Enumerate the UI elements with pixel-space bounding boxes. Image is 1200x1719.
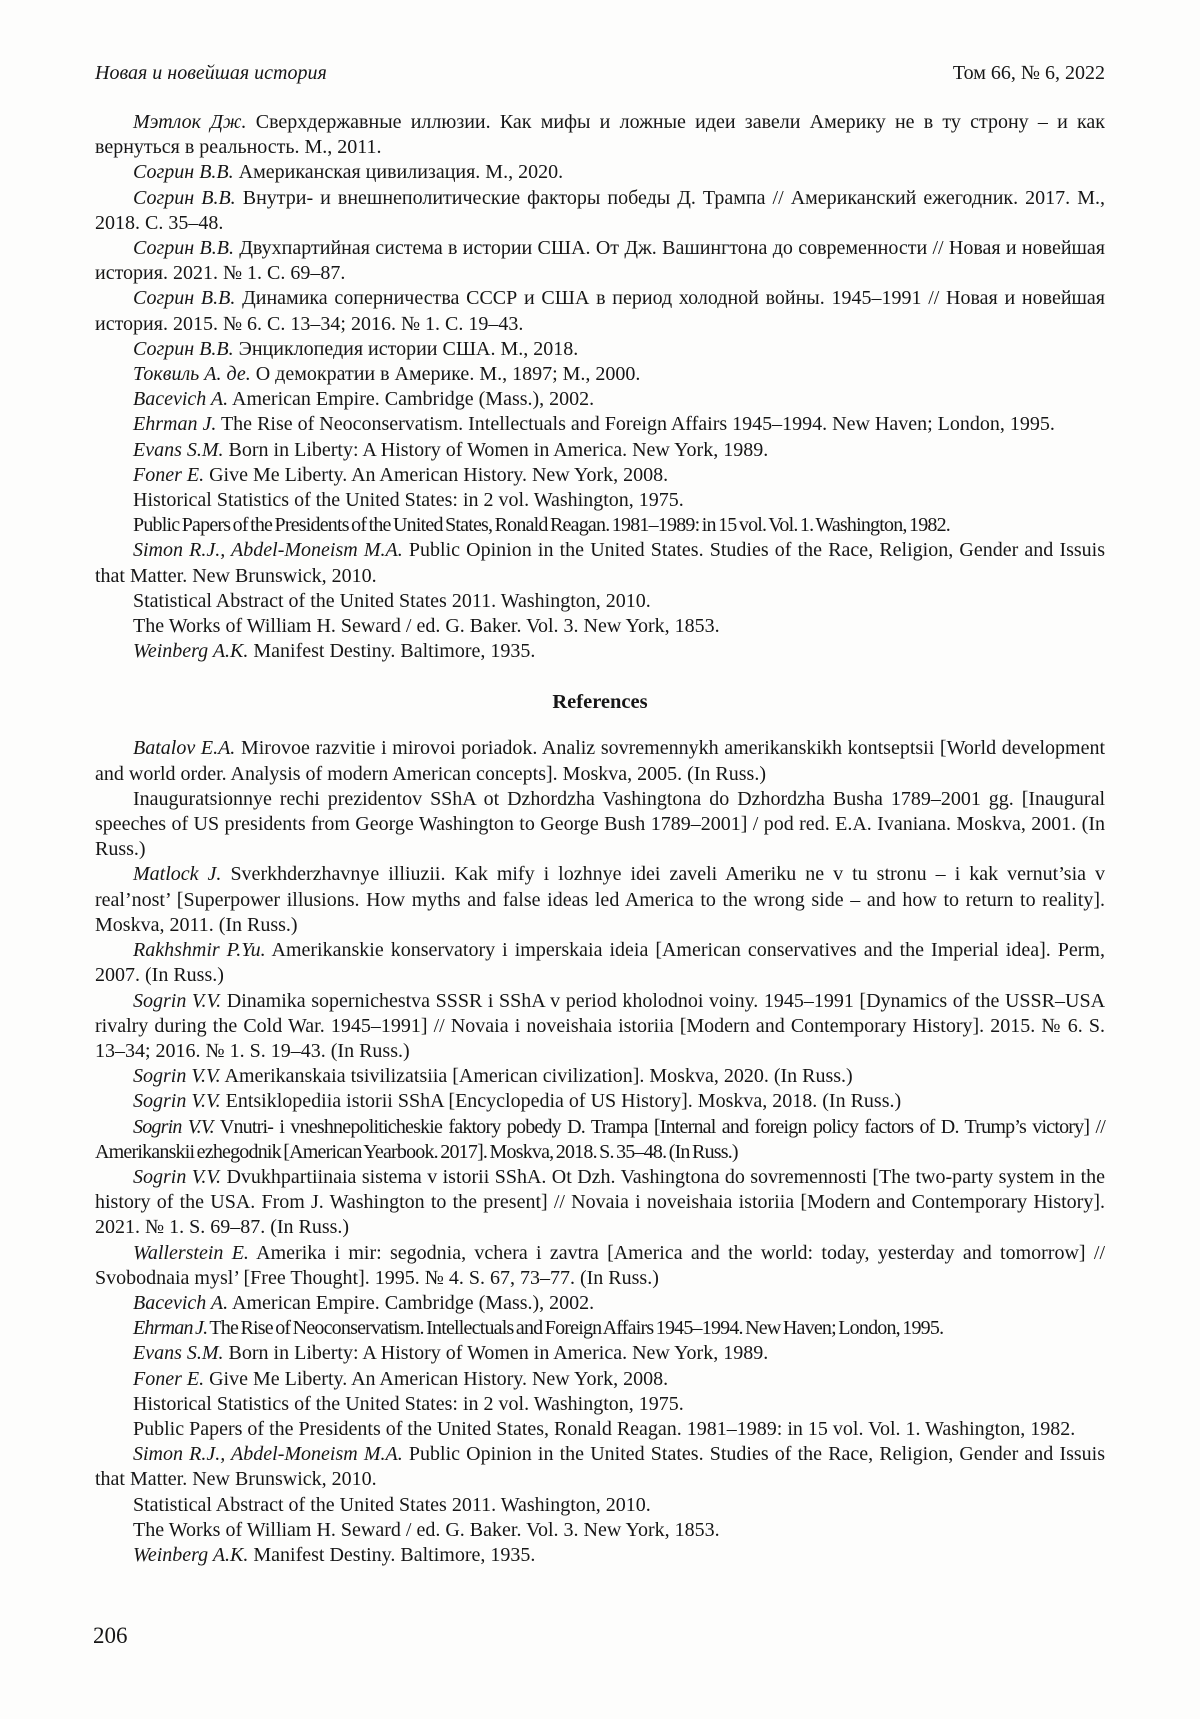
entry-text: Sverkhderzhavnye illiuzii. Kak mify i lozhnye idei zaveli Ameriku ne v tu stronu – i kak vernut’sia v real’nost’ [Superpower illusions. How myths and false ideas led America to the wrong side – and how to return to reality]. Moskva, 2011. (In Russ.) — [95, 863, 1106, 936]
entry-author: Согрин В.В. — [133, 287, 236, 310]
reference-entry — [95, 1064, 1105, 1089]
entry-text: Give Me Liberty. An American History. New York, 2008. — [209, 1367, 669, 1390]
entry-text: Statistical Abstract of the United States 2011. Washington, 2010. — [133, 589, 651, 612]
reference-entry — [95, 1493, 1105, 1518]
reference-entry — [95, 1518, 1105, 1543]
entry-text: Amerikanskie konservatory i imperskaia ideia [American conservatives and the Imperial idea]. Perm, 2007. (In Russ.) — [95, 939, 1105, 987]
reference-entry — [95, 1241, 1105, 1291]
entry-text: Inauguratsionnye rechi prezidentov SShA ot Dzhordzha Vashingtona do Dzhordzha Busha 1789–2001 gg. [Inaugural speeches of US presidents from George Washington to George Bush 1789–2001] / pod red. E.A. Ivaniana. Moskva, 2001. (In Russ.) — [95, 787, 1105, 861]
entry-text: Двухпартийная система в истории США. От Дж. Вашингтона до современности // Новая и новейшая история. 2021. № 1. С. 69–87. — [95, 237, 1106, 285]
entry-author: Sogrin V.V. — [133, 989, 222, 1012]
entry-author: Согрин В.В. — [133, 161, 234, 184]
running-head — [95, 60, 1105, 86]
reference-entry — [95, 1543, 1105, 1568]
entry-author: Bacevich A. — [133, 1291, 229, 1314]
bibliography-entry — [95, 538, 1105, 588]
bibliography-entry — [95, 463, 1105, 488]
entry-text: Entsiklopediia istorii SShA [Encyclopedia of US History]. Moskva, 2018. (In Russ.) — [225, 1090, 902, 1113]
entry-author: Foner E. — [133, 463, 205, 486]
bibliography-entry — [95, 412, 1105, 437]
references-heading: References — [552, 691, 648, 714]
bibliography-entry — [95, 286, 1105, 336]
entry-text: Public Papers of the Presidents of the United States, Ronald Reagan. 1981–1989: in 15 vol. Vol. 1. Washington, 1982. — [133, 514, 951, 537]
references-section — [95, 736, 1105, 1568]
bibliography-entry — [95, 438, 1105, 463]
entry-text: Американская цивилизация. М., 2020. — [238, 161, 564, 184]
entry-author: Weinberg A.K. — [133, 1543, 249, 1566]
reference-entry — [95, 787, 1105, 863]
reference-entry — [95, 1417, 1105, 1442]
entry-text: The Rise of Neoconservatism. Intellectuals and Foreign Affairs 1945–1994. New Haven; London, 1995. — [209, 1317, 944, 1340]
entry-author: Wallerstein E. — [133, 1241, 249, 1264]
entry-author: Ehrman J. — [133, 413, 217, 436]
entry-author: Simon R.J., Abdel-Moneism M.A. — [133, 1443, 403, 1466]
entry-text: Amerikanskaia tsivilizatsiia [American civilization]. Moskva, 2020. (In Russ.) — [224, 1065, 853, 1088]
reference-entry — [95, 1367, 1105, 1392]
entry-author: Согрин В.В. — [133, 237, 234, 260]
entry-author: Matlock J. — [133, 863, 222, 886]
entry-text: Dinamika sopernichestva SSSR i SShA v period kholodnoi voiny. 1945–1991 [Dynamics of the USSR–USA rivalry during the Cold War. 1945–1991] // Novaia i noveishaia istoriia [Modern and Contemporary History]. 2015. № 6. S. 13–34; 2016. № 1. S. 19–43. (In Russ.) — [95, 989, 1106, 1062]
entry-author: Evans S.M. — [133, 438, 224, 461]
bibliography-entry — [95, 387, 1105, 412]
bibliography-entry — [95, 513, 1105, 538]
entry-text: The Works of William H. Seward / ed. G. Baker. Vol. 3. New York, 1853. — [133, 615, 720, 638]
bibliography-entry — [95, 186, 1105, 236]
reference-entry — [95, 989, 1105, 1065]
entry-text: Give Me Liberty. An American History. New York, 2008. — [209, 463, 669, 486]
reference-entry — [95, 938, 1105, 988]
entry-text: Statistical Abstract of the United States 2011. Washington, 2010. — [133, 1493, 651, 1516]
entry-text: Энциклопедия истории США. М., 2018. — [238, 337, 579, 360]
entry-author: Batalov E.A. — [133, 737, 236, 760]
entry-author: Sogrin V.V. — [133, 1165, 222, 1188]
reference-entry — [95, 1316, 1105, 1341]
bibliography-entry — [95, 337, 1105, 362]
bibliography-entry — [95, 362, 1105, 387]
reference-entry — [95, 1089, 1105, 1114]
entry-text: Born in Liberty: A History of Women in America. New York, 1989. — [228, 438, 769, 461]
entry-text: Historical Statistics of the United States: in 2 vol. Washington, 1975. — [133, 1392, 684, 1415]
entry-text: The Works of William H. Seward / ed. G. Baker. Vol. 3. New York, 1853. — [133, 1518, 720, 1541]
reference-entry — [95, 1341, 1105, 1366]
entry-text: American Empire. Cambridge (Mass.), 2002. — [232, 388, 595, 411]
bibliography-entry — [95, 488, 1105, 513]
reference-entry — [95, 1442, 1105, 1492]
entry-author: Bacevich A. — [133, 388, 229, 411]
entry-author: Simon R.J., Abdel-Moneism M.A. — [133, 539, 403, 562]
entry-text: Внутри- и внешнеполитические факторы победы Д. Трампа // Американский ежегодник. 2017. М., 2018. С. 35–48. — [95, 186, 1106, 234]
entry-author: Sogrin V.V. — [133, 1090, 221, 1113]
entry-author: Мэтлок Дж. — [133, 111, 247, 133]
entry-author: Sogrin V.V. — [133, 1065, 221, 1088]
entry-author: Токвиль А. де. — [133, 363, 251, 386]
entry-author: Evans S.M. — [133, 1342, 224, 1365]
page-number: 206 — [93, 1623, 128, 1648]
entry-text: Historical Statistics of the United States: in 2 vol. Washington, 1975. — [133, 489, 684, 512]
bibliography-entry — [95, 110, 1105, 160]
entry-text: Сверхдержавные иллюзии. Как мифы и ложные идеи завели Америку не в ту строну – и как вернуться в реальность. М., 2011. — [95, 111, 1106, 159]
bibliography-entry — [95, 589, 1105, 614]
entry-text: Vnutri- i vneshnepoliticheskie faktory pobedy D. Trampa [Internal and foreign policy factors of D. Trump’s victory] // Amerikanskii ezhegodnik [American Yearbook. 2017]. Moskva, 2018. S. 35–48. (In Russ.) — [95, 1115, 1105, 1163]
reference-entry — [95, 736, 1105, 786]
entry-author: Rakhshmir P.Yu. — [133, 939, 266, 962]
entry-text: Manifest Destiny. Baltimore, 1935. — [253, 640, 536, 663]
entry-text: Public Opinion in the United States. Studies of the Race, Religion, Gender and Issuis that Matter. New Brunswick, 2010. — [95, 539, 1106, 587]
entry-text: Mirovoe razvitie i mirovoi poriadok. Analiz sovremennykh amerikanskikh kontseptsii [World development and world order. Analysis of modern American concepts]. Moskva, 2005. (In Russ.) — [95, 737, 1106, 785]
bibliography-entry — [95, 236, 1105, 286]
bibliography-entry — [95, 614, 1105, 639]
journal-title: Новая и новейшая история — [95, 62, 327, 84]
issue-info: Том 66, № 6, 2022 — [952, 62, 1105, 84]
page-footer — [93, 1622, 128, 1650]
entry-text: Public Papers of the Presidents of the United States, Ronald Reagan. 1981–1989: in 15 vol. Vol. 1. Washington, 1982. — [133, 1417, 1076, 1440]
entry-author: Согрин В.В. — [133, 337, 234, 360]
entry-text: О демократии в Америке. М., 1897; М., 2000. — [255, 363, 641, 386]
reference-entry — [95, 1115, 1105, 1165]
entry-author: Foner E. — [133, 1367, 205, 1390]
entry-author: Sogrin V.V. — [133, 1115, 214, 1138]
entry-author: Weinberg A.K. — [133, 640, 249, 663]
entry-text: Amerika i mir: segodnia, vchera i zavtra [America and the world: today, yesterday and tomorrow] // Svobodnaia mysl’ [Free Thought]. 1995. № 4. S. 67, 73–77. (In Russ.) — [95, 1241, 1105, 1289]
bibliography-section — [95, 110, 1105, 664]
reference-entry — [95, 862, 1105, 938]
entry-text: Born in Liberty: A History of Women in America. New York, 1989. — [228, 1342, 769, 1365]
bibliography-entry — [95, 639, 1105, 664]
reference-entry — [95, 1392, 1105, 1417]
entry-author: Согрин В.В. — [133, 186, 236, 209]
reference-entry — [95, 1165, 1105, 1241]
entry-text: Public Opinion in the United States. Studies of the Race, Religion, Gender and Issuis that Matter. New Brunswick, 2010. — [95, 1443, 1106, 1491]
entry-text: Dvukhpartiinaia sistema v istorii SShA. Ot Dzh. Vashingtona do sovremennosti [The two-party system in the history of the USA. From J. Washington to the present] // Novaia i noveishaia istoriia [Modern and Contemporary History]. 2021. № 1. S. 69–87. (In Russ.) — [95, 1165, 1106, 1239]
entry-text: American Empire. Cambridge (Mass.), 2002. — [232, 1291, 595, 1314]
reference-entry — [95, 1291, 1105, 1316]
bibliography-entry — [95, 160, 1105, 185]
entry-author: Ehrman J. — [133, 1317, 208, 1340]
entry-text: Динамика соперничества СССР и США в период холодной войны. 1945–1991 // Новая и новейшая история. 2015. № 6. С. 13–34; 2016. № 1. С. 19–43. — [95, 287, 1106, 335]
entry-text: Manifest Destiny. Baltimore, 1935. — [253, 1543, 536, 1566]
entry-text: The Rise of Neoconservatism. Intellectuals and Foreign Affairs 1945–1994. New Haven; London, 1995. — [220, 413, 1055, 436]
